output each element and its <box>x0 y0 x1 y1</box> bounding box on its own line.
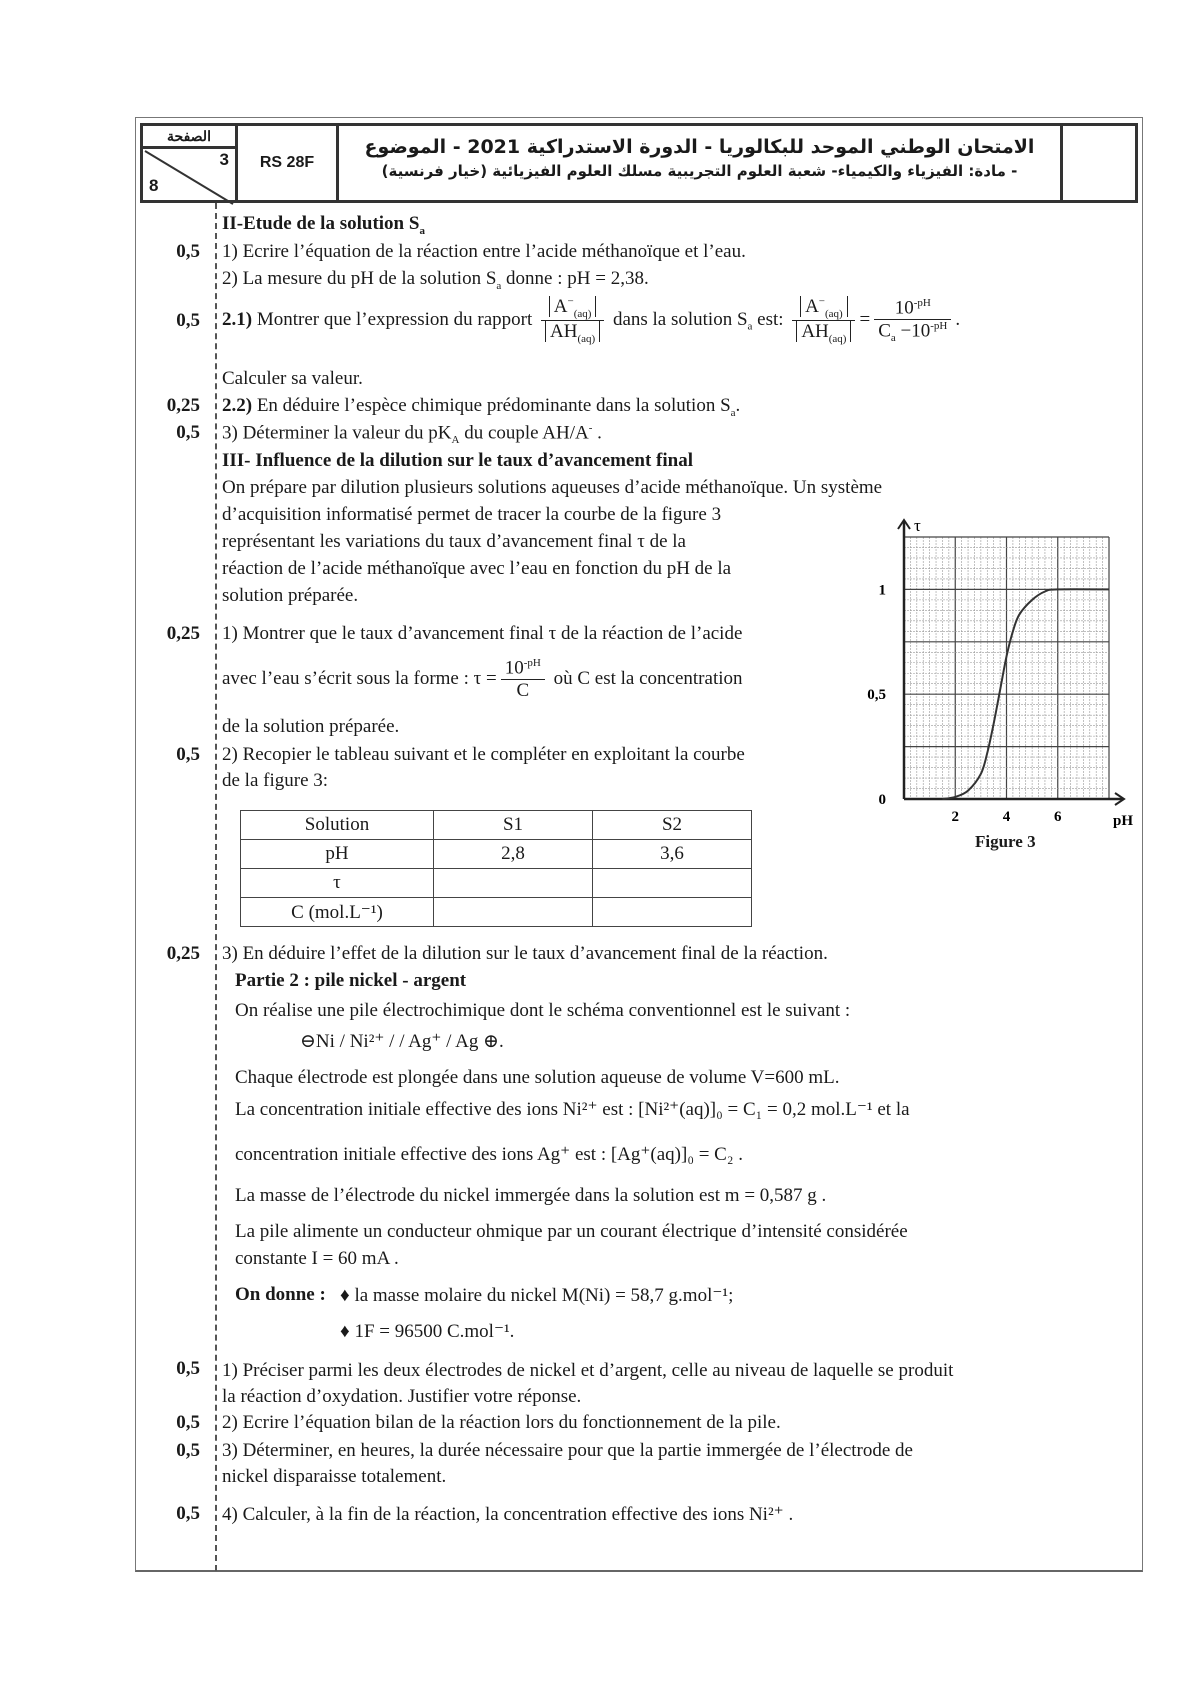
exam-title-line1: الامتحان الوطني الموحد للبكالوريا - الدورة الاستدراكية 2021 - الموضوع <box>364 136 1035 158</box>
score: 0,5 <box>176 1503 200 1524</box>
score: 0,5 <box>176 1440 200 1461</box>
exam-title-line2: - مادة: الفيزياء والكيمياء- شعبة العلوم التجريبية مسلك العلوم الفيزيائية (خيار فرنسية) <box>381 162 1018 180</box>
page-current: 3 <box>219 150 229 169</box>
question-2-3: 3) Déterminer la valeur du $pK_A$ du couple AH/A- . <box>222 422 602 447</box>
page-total: 8 <box>149 176 159 195</box>
question-3-2: 2) Recopier le tableau suivant et le compléter en exploitant la courbe <box>222 744 745 765</box>
table-cell <box>593 869 752 898</box>
question-3-1-end: de la solution préparée. <box>222 716 400 737</box>
tau-ph-chart <box>860 515 1134 835</box>
calc-instruction: Calculer sa valeur. <box>222 368 363 389</box>
intro-line: d’acquisition informatisé permet de tracer la courbe de la figure 3 <box>222 504 722 525</box>
ratio-fraction-rhs: $\frac{10^{-pH}}{C_a -10^{-pH}}$ <box>874 297 951 344</box>
table-cell: pH <box>241 840 434 869</box>
score: 0,25 <box>166 623 200 644</box>
concentration-ni: La concentration initiale effective des ions Ni²⁺ est : [Ni²⁺(aq)]₀ = C₁ = 0,2 mol.L⁻¹ et la <box>235 1099 910 1120</box>
score: 0,5 <box>176 744 200 765</box>
table-cell <box>434 898 593 927</box>
table-cell: τ <box>241 869 434 898</box>
partie2-question-2: 2) Ecrire l’équation bilan de la réaction lors du fonctionnement de la pile. <box>222 1412 781 1433</box>
x-axis-label: pH <box>1113 813 1134 829</box>
table-header: Solution <box>241 811 434 840</box>
partie2-intro: On réalise une pile électrochimique dont le schéma conventionnel est le suivant : <box>235 1000 851 1021</box>
question-3-3: 3) En déduire l’effet de la dilution sur le taux d’avancement final de la réaction. <box>222 943 828 964</box>
given-molar-mass: ♦ la masse molaire du nickel M(Ni) = 58,7 g.mol⁻¹; <box>340 1285 734 1306</box>
partie2-question-4: 4) Calculer, à la fin de la réaction, la concentration effective des ions Ni²⁺ . <box>222 1504 794 1525</box>
section3-title: III- Influence de la dilution sur le taux d’avancement final <box>222 450 693 471</box>
score: 0,5 <box>176 241 200 262</box>
exam-header <box>140 123 1138 203</box>
intro-line: réaction de l’acide méthanoïque avec l’eau en fonction du pH de la <box>222 558 732 579</box>
y-tick-label: 0 <box>878 792 886 808</box>
intro-line: représentant les variations du taux d’avancement final τ de la <box>222 531 686 552</box>
question-3-1-formula: avec l’eau s’écrit sous la forme : τ = $\frac{10^{-pH}}{C}$ où C est la concentration <box>222 657 743 702</box>
mass-text: La masse de l’électrode du nickel immergée dans la solution est m = 0,587 g . <box>235 1185 827 1206</box>
volume-text: Chaque électrode est plongée dans une solution aqueuse de volume V=600 mL. <box>235 1067 840 1088</box>
figure-caption: Figure 3 <box>975 832 1036 851</box>
x-tick-label: 6 <box>1054 809 1062 825</box>
data-table <box>240 810 752 927</box>
partie2-question-1-end: la réaction d’oxydation. Justifier votre réponse. <box>222 1386 582 1407</box>
ratio-fraction-lhs: $\frac{A^-_{(aq)}}{AH_{(aq)}}$ <box>792 296 855 345</box>
given-label: On donne : <box>235 1284 326 1305</box>
partie2-question-3: 3) Déterminer, en heures, la durée nécessaire pour que la partie immergée de l’électrode de <box>222 1440 913 1461</box>
question-3-1: 1) Montrer que le taux d’avancement final τ de la réaction de l’acide <box>222 623 743 644</box>
partie2-question-1: 1) Préciser parmi les deux électrodes de nickel et d’argent, celle au niveau de laquelle se produit <box>222 1360 954 1381</box>
table-cell <box>593 898 752 927</box>
table-cell <box>434 869 593 898</box>
question-3-2-end: de la figure 3: <box>222 770 329 791</box>
x-tick-label: 4 <box>1002 809 1011 825</box>
partie2-title: Partie 2 : pile nickel - argent <box>235 970 467 991</box>
ratio-fraction: $\frac{A^-_{(aq)}}{AH_{(aq)}}$ <box>541 296 604 345</box>
score: 0,5 <box>176 310 200 331</box>
exam-title <box>339 126 1063 200</box>
score: 0,5 <box>176 1358 200 1379</box>
score: 0,25 <box>166 943 200 964</box>
question-2-1: 1) Ecrire l’équation de la réaction entre l’acide méthanoïque et l’eau. <box>222 241 746 262</box>
page-label: الصفحة <box>143 126 235 149</box>
page-number-box <box>143 126 238 200</box>
intro-line: solution préparée. <box>222 585 359 606</box>
y-tick-label: 0,5 <box>867 687 886 704</box>
y-axis-label: τ <box>914 516 921 535</box>
x-tick-label: 2 <box>951 809 959 825</box>
intro-line: On prépare par dilution plusieurs solutions aqueuses d’acide méthanoïque. Un système <box>222 477 883 498</box>
table-header-row <box>241 811 752 840</box>
y-tick-label: 1 <box>878 582 886 599</box>
question-2-2-1: 2.1) Montrer que l’expression du rapport $\frac{A^-_{(aq)}}{AH_{(aq)}}$ dans la solution $S_a$ est: $\frac{A^-_{(aq)}}{AH_{(aq)}}$ = $\frac{10^{-pH}}{C_a -10^{-pH}}$ . <box>222 296 961 345</box>
question-2-2: 2) La mesure du pH de la solution $S_a$ donne : pH = 2,38. <box>222 268 649 292</box>
table-header: S2 <box>593 811 752 840</box>
table-row <box>241 869 752 898</box>
given-faraday: ♦ 1F = 96500 C.mol⁻¹. <box>340 1321 515 1342</box>
concentration-ag: concentration initiale effective des ions Ag⁺ est : [Ag⁺(aq)]₀ = C₂ . <box>235 1144 743 1165</box>
table-cell: C (mol.L⁻¹) <box>241 898 434 927</box>
table-row <box>241 840 752 869</box>
margin-dashed-line <box>215 203 217 1571</box>
table-cell: 2,8 <box>434 840 593 869</box>
cell-scheme: ⊖Ni / Ni²⁺ / / Ag⁺ / Ag ⊕. <box>300 1031 504 1052</box>
score: 0,25 <box>166 395 200 416</box>
question-2-2-2: 2.2) En déduire l’espèce chimique prédominante dans la solution $S_a$. <box>222 395 741 419</box>
table-row <box>241 898 752 927</box>
header-blank-cell <box>1063 126 1135 200</box>
table-cell: 3,6 <box>593 840 752 869</box>
partie2-question-3-end: nickel disparaisse totalement. <box>222 1466 447 1487</box>
score: 0,5 <box>176 422 200 443</box>
score: 0,5 <box>176 1412 200 1433</box>
table-header: S1 <box>434 811 593 840</box>
current-text-end: constante I = 60 mA . <box>235 1248 399 1269</box>
exam-code: RS 28F <box>238 126 339 200</box>
section2-title: II-Etude de la solution $S_a$ <box>222 213 425 237</box>
current-text: La pile alimente un conducteur ohmique par un courant électrique d’intensité considérée <box>235 1221 908 1242</box>
